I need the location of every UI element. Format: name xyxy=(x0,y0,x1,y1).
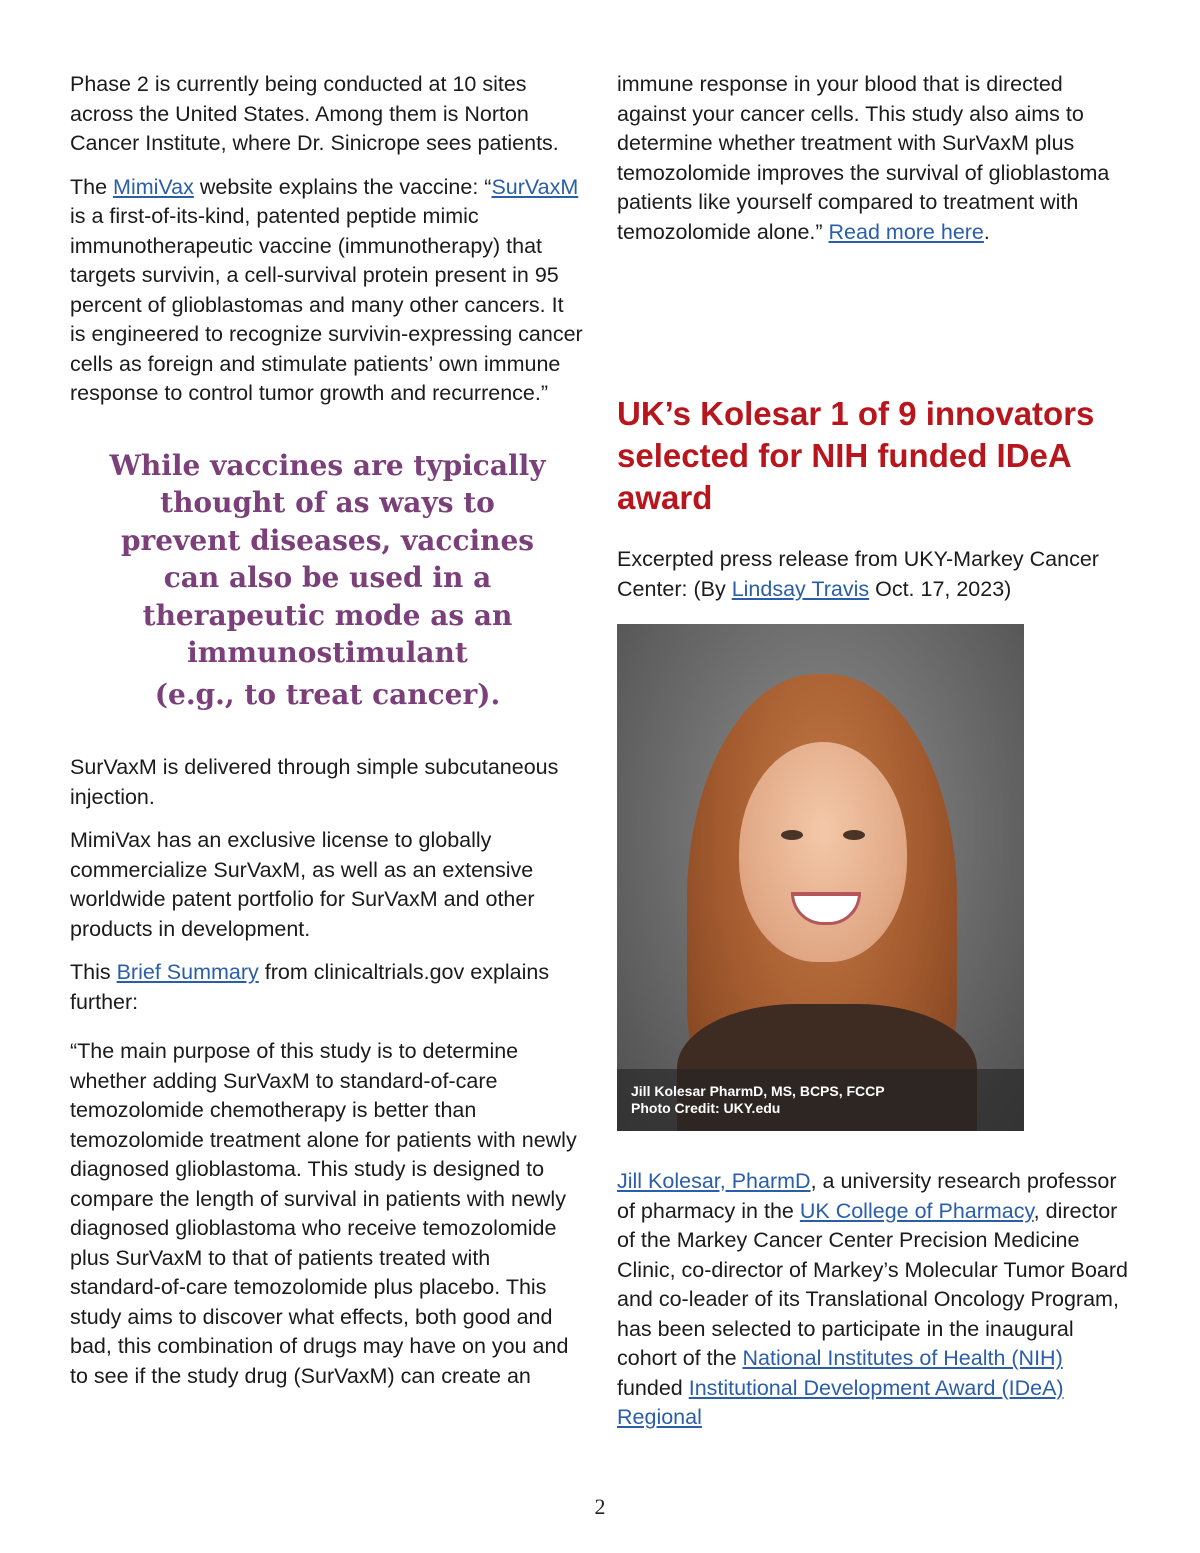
article-byline xyxy=(617,545,1132,604)
portrait-eye xyxy=(781,830,803,840)
portrait-face xyxy=(739,742,907,962)
paragraph-study-continued xyxy=(617,70,1132,247)
text: Oct. 17, 2023) xyxy=(869,576,1012,601)
idea-link[interactable]: Institutional Development Award (IDeA) xyxy=(688,1375,1064,1400)
text: website explains the vaccine: “ xyxy=(193,174,492,199)
kolesar-link[interactable]: Jill Kolesar, PharmD xyxy=(617,1169,811,1193)
text: . xyxy=(983,219,990,244)
read-more-link[interactable]: Read more here xyxy=(828,219,984,244)
text: The xyxy=(70,174,114,199)
paragraph-study-quote: “The main purpose of this study is to determine whether adding SurVaxM to standard-of-care temozolomide chemotherapy is better than temozolomide treatment alone for patients with newly diagnosed glioblastoma. This study is designed to compare the length of survival in patients with newly diagnosed glioblastoma who receive temozolomide plus SurVaxM to that of patients treated with standard-of-care temozolomide plus placebo. This study aims to discover what effects, both good and bad, this combination of drugs may have on you and to see if the study drug (SurVaxM) can create an xyxy=(70,1039,577,1388)
survaxm-link[interactable]: SurVaxM xyxy=(491,174,579,199)
photo-caption-name: Jill Kolesar PharmD, MS, BCPS, FCCP xyxy=(631,1083,885,1099)
photo-caption-credit: Photo Credit: UKY.edu xyxy=(631,1100,781,1116)
text: Excerpted press release from UKY-Markey Cancer Center: (By xyxy=(617,547,1099,601)
text: funded xyxy=(617,1375,689,1400)
paragraph-mimivax xyxy=(70,173,585,409)
article-headline: UK’s Kolesar 1 of 9 innovators selected for NIH funded IDeA award xyxy=(617,395,1095,516)
text: , a university research professor of pharmacy in the xyxy=(617,1169,1117,1223)
paragraph-kolesar xyxy=(617,1167,1132,1433)
pull-quote xyxy=(70,447,585,714)
text: This xyxy=(70,960,117,984)
paragraph-delivery: SurVaxM is delivered through simple subcutaneous injection. xyxy=(70,755,559,809)
pull-quote-text-end: (e.g., to treat cancer). xyxy=(154,677,501,711)
text: is a first-of-its-kind, patented peptide mimic immunotherapeutic vaccine (immunotherapy) that targets survivin, a cell-survival protein present in 95 percent of glioblastomas and many other cancers. It is engineered to recognize survivin-expressing cancer cells as foreign and stimulate patients’ own immune response to control tumor growth and recurrence.” xyxy=(70,204,583,405)
pull-quote-text: While vaccines are typically thought of as ways to prevent diseases, vaccines can also be used in a therapeutic mode as an immunostimulant xyxy=(109,448,546,669)
text: from clinicaltrials.gov explains further: xyxy=(70,960,550,1014)
nih-link[interactable]: National Institutes of Health (NIH) xyxy=(742,1346,1063,1370)
portrait-photo xyxy=(617,624,1024,1131)
paragraph-license: MimiVax has an exclusive license to globally commercialize SurVaxM, as well as an extensive worldwide patent portfolio for SurVaxM and other products in development. xyxy=(70,828,535,941)
photo-caption xyxy=(617,1069,1024,1131)
text: , director of the Markey Cancer Center Precision Medicine Clinic, co-director of Markey’s Molecular Tumor Board and co-leader of its Translational Oncology Program, has been selected to participate in the inaugural cohort of the xyxy=(617,1198,1128,1370)
uk-college-pharmacy-link[interactable]: UK College of Pharmacy xyxy=(799,1198,1034,1223)
regional-link[interactable]: Regional xyxy=(617,1405,702,1429)
right-column xyxy=(617,70,1132,1447)
page-number: 2 xyxy=(594,1494,606,1519)
paragraph-phase2: Phase 2 is currently being conducted at 10 sites across the United States. Among them is Norton Cancer Institute, where Dr. Sinicrope sees patients. xyxy=(70,72,559,155)
portrait-smile xyxy=(791,892,861,925)
brief-summary-link[interactable]: Brief Summary xyxy=(116,960,259,984)
left-column xyxy=(70,70,585,1405)
author-link[interactable]: Lindsay Travis xyxy=(731,576,870,601)
portrait-eye xyxy=(843,830,865,840)
paragraph-brief-summary xyxy=(70,958,585,1017)
mimivax-link[interactable]: MimiVax xyxy=(113,174,194,199)
text: immune response in your blood that is directed against your cancer cells. This study also aims to determine whether treatment with SurVaxM plus temozolomide improves the survival of glioblastoma patients like yourself compared to treatment with temozolomide alone.” xyxy=(617,72,1110,244)
